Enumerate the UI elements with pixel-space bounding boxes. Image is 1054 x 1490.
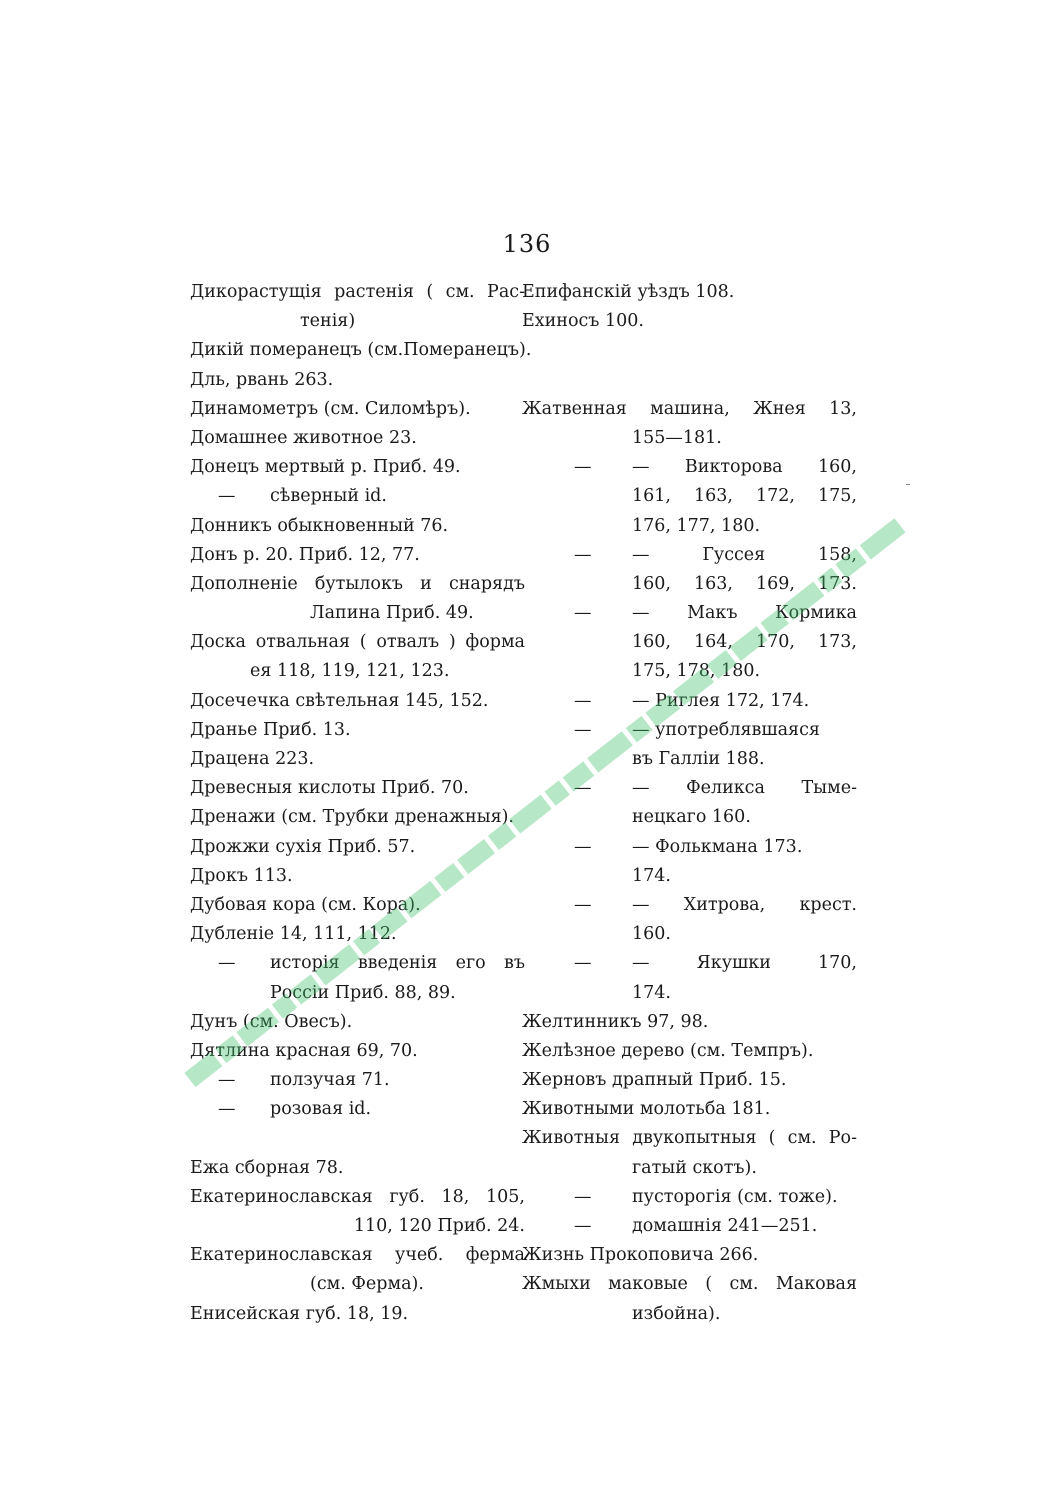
index-entry-text: сѣверный id. [270,486,387,507]
left-column [190,278,532,1329]
index-line: Донъ р. 20. Приб. 12, 77. [190,544,420,565]
index-line: Лапина Приб. 49. [310,603,474,624]
watermark-segment [860,518,906,559]
index-line [522,891,857,920]
index-line: 175, 178, 180. [632,661,761,682]
index-entry-text: пусторогія (см. тоже). [632,1186,838,1207]
index-line [190,1124,525,1153]
index-line [522,833,857,862]
index-line: Жизнь Прокоповича 266. [522,1245,759,1266]
ditto-dash: — [218,486,236,507]
index-line: 160. [632,924,671,945]
margin-mark [906,484,910,485]
index-line: Дрожжи сухія Приб. 57. [190,836,416,857]
index-line: Драцена 223. [190,749,315,769]
index-line [522,716,857,745]
ditto-dash: — [574,1216,592,1236]
index-entry-text: розовая id. [270,1099,372,1120]
index-line: Дикій померанецъ (см.Померанецъ). [190,340,532,361]
ditto-dash: — [574,1186,592,1207]
index-line: Епифанскій уѣздъ 108. [522,282,735,302]
index-line [522,687,857,716]
index-line: Ехиносъ 100. [522,311,644,332]
ditto-dash: — [574,690,592,711]
index-line [522,1212,857,1241]
index-line: Дранье Приб. 13. [190,719,351,740]
index-line: Жатвенная машина, Жнея 13, [522,398,857,419]
index-line: 174. [632,865,671,886]
index-line: Досечечка свѣтельная 145, 152. [190,690,489,711]
index-line [522,453,857,482]
index-entry-text: — Гуссея 158, [632,544,857,565]
index-line: 174. [632,982,671,1003]
index-line: ея 118, 119, 121, 123. [250,661,450,682]
page-number: 136 [502,230,552,258]
index-line [522,1183,857,1212]
index-line: Дрокъ 113. [190,865,293,886]
index-line: Дополненіе бутылокъ и снарядъ [190,573,525,594]
index-line: 160, 164, 170, 173, [632,632,857,653]
index-line: 176, 177, 180. [632,515,761,536]
index-entry-text: домашнія 241—251. [632,1216,818,1236]
ditto-dash: — [574,603,592,624]
index-line: Дунъ (см. Овесъ). [190,1011,353,1032]
index-line: 161, 163, 172, 175, [632,486,857,507]
ditto-dash: — [574,719,592,740]
index-line: Животными молотьба 181. [522,1099,771,1120]
index-line: Динамометръ (см. Силомѣръ). [190,398,471,419]
ditto-dash: — [574,894,592,915]
index-line: Ежа сборная 78. [190,1157,344,1178]
index-line: Екатеринославская учеб. ферма [190,1245,525,1266]
index-line [190,1095,525,1124]
index-line: Желѣзное дерево (см. Темпръ). [522,1040,814,1061]
index-entry-text: ползучая 71. [270,1070,390,1091]
index-line [522,336,857,365]
index-line: Дубовая кора (см. Кора). [190,894,421,915]
ditto-dash: — [218,1070,236,1091]
ditto-dash: — [574,953,592,974]
index-entry-text: — употреблявшаяся [632,719,820,740]
index-line: нецкаго 160. [632,807,751,828]
index-line: Жерновъ драпный Приб. 15. [522,1070,787,1091]
index-entry-text: — Риглея 172, 174. [632,690,810,711]
ditto-dash: — [218,1099,236,1120]
index-line: 110, 120 Приб. 24. [353,1216,525,1236]
index-line: Дикорастущія растенія ( см. Рас- [190,282,525,302]
index-entry-text: — Хитрова, крест. [632,894,857,915]
index-entry-text: — Викторова 160, [632,457,857,478]
index-line [190,482,525,511]
index-line: тенія) [300,311,356,332]
index-line: Екатеринославская губ. 18, 105, [190,1186,525,1207]
index-line: Дль, рвань 263. [190,369,334,390]
index-entry-text: — Якушки 170, [632,953,857,974]
ditto-dash: — [574,778,592,799]
index-entry-text: — Фолькмана 173. [632,836,803,857]
index-line: Дятлина красная 69, 70. [190,1040,418,1061]
ditto-dash: — [574,544,592,565]
index-line: 160, 163, 169, 173. [632,573,857,594]
ditto-dash: — [574,836,592,857]
index-line: въ Галліи 188. [632,749,765,769]
index-line [522,366,857,395]
right-column [522,278,857,1329]
index-line [522,541,857,570]
index-line: Домашнее животное 23. [190,427,417,448]
index-line: 155—181. [632,427,722,448]
ditto-dash: — [218,953,236,974]
index-line: избойна). [632,1303,721,1324]
index-line: Жмыхи маковые ( см. Маковая [522,1274,857,1295]
index-line: Россіи Приб. 88, 89. [270,982,456,1003]
index-line [190,1066,525,1095]
index-line [522,949,857,978]
index-line [522,599,857,628]
index-entry-text: исторія введенія его въ [270,953,525,974]
index-line: Доска отвальная ( отвалъ ) форма [190,632,525,653]
index-line: Дубленіе 14, 111, 112. [190,924,397,945]
index-line [522,774,857,803]
index-line: Животныя двукопытныя ( см. Ро- [522,1128,857,1149]
index-line: Донникъ обыкновенный 76. [190,515,449,536]
index-entry-text: — Макъ Кормика [632,603,857,624]
index-line: Енисейская губ. 18, 19. [190,1303,409,1324]
index-entry-text: — Феликса Тыме- [632,778,857,799]
index-line [190,949,525,978]
index-line: Донецъ мертвый р. Приб. 49. [190,457,461,478]
index-line: гатый скотъ). [632,1157,757,1178]
index-line: Желтинникъ 97, 98. [522,1011,709,1032]
index-line: Дренажи (см. Трубки дренажныя). [190,807,514,828]
index-line: (см. Ферма). [310,1274,424,1295]
ditto-dash: — [574,457,592,478]
index-line: Древесныя кислоты Приб. 70. [190,778,469,799]
